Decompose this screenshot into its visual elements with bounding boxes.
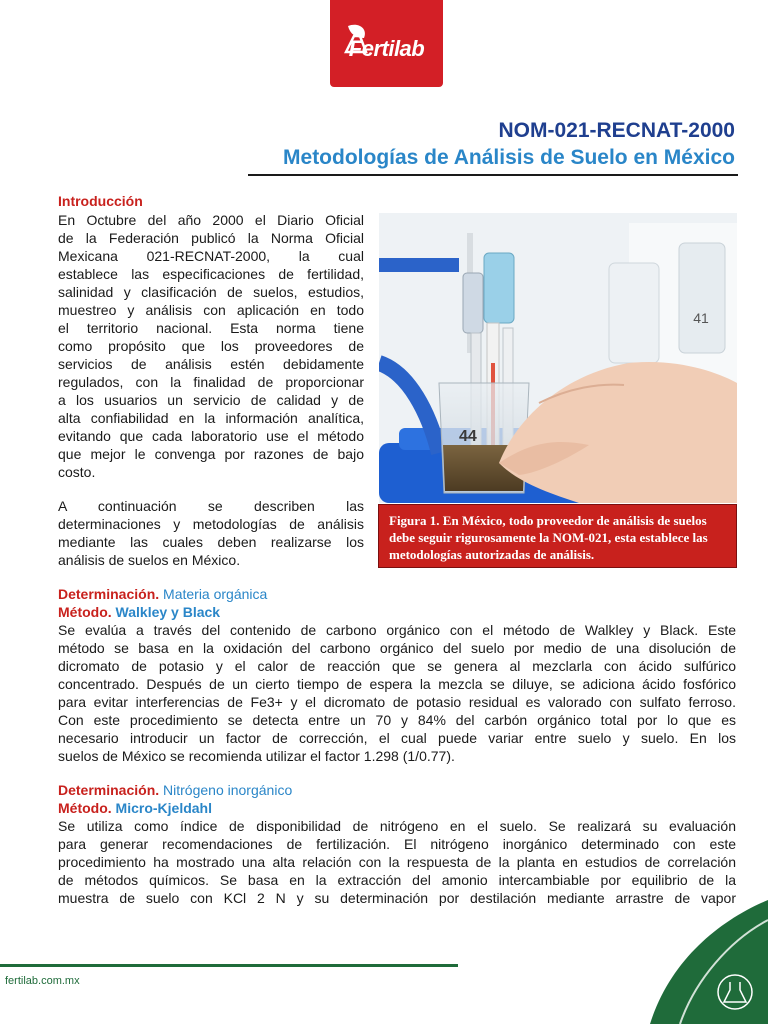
section1-line: Con este procedimiento se detecta entre un 70 y 84% del carbón orgánico total por lo que es <box>58 712 736 728</box>
intro-line: A continuación se describen las <box>58 498 364 514</box>
beaker-label: 44 <box>459 428 477 445</box>
method-value: Micro-Kjeldahl <box>115 800 213 816</box>
intro-line: regulados, con la finalidad de proporcionar <box>58 374 364 390</box>
lab-photo <box>379 213 737 503</box>
footer-url[interactable]: fertilab.com.mx <box>5 975 80 987</box>
intro-line: salinidad y clasificación de suelos, estudios, <box>58 284 364 300</box>
intro-line: a los usuarios un servicio de calidad y de <box>58 392 364 408</box>
section2-determination <box>58 781 292 799</box>
intro-line: Mexicana 021-RECNAT-2000, la cual <box>58 248 364 264</box>
method-label: Método. <box>58 604 112 620</box>
footer-divider <box>0 964 458 967</box>
section1-determination <box>58 585 267 603</box>
section2-line: Se utiliza como índice de disponibilidad de nitrógeno en el suelo. Se realizará su evaluación <box>58 818 736 834</box>
intro-line: que mejor le convenga por razones de bajo <box>58 446 364 462</box>
section1-line: para evitar interferencias de Fe3+ y el dicromato de potasio residual es valorado con sulfato ferroso. <box>58 694 736 710</box>
section1-line: dicromato de potasio y el calor de reacción que se genera al mezclarla con ácido sulfúrico <box>58 658 736 674</box>
intro-line: costo. <box>58 464 96 480</box>
section2-line: procedimiento ha mostrado una alta relación con la respuesta de la planta en estudios de correlación <box>58 854 736 870</box>
intro-line: determinaciones y metodologías de análisis <box>58 516 364 532</box>
intro-paragraph <box>58 211 364 481</box>
determination-label: Determinación. <box>58 782 160 798</box>
determination-value: Materia orgánica <box>163 586 268 602</box>
section2-line: para generar recomendaciones de fertilización. El nitrógeno inorgánico determinado con este <box>58 836 736 852</box>
corner-decoration <box>650 900 768 1024</box>
section2-method <box>58 799 212 817</box>
section1-line: concentrado. Después de un cierto tiempo de espera la mezcla se diluye, se adiciona ácido fosfórico <box>58 676 736 692</box>
section1-line: suelos de México se recomienda utilizar el factor 1.298 (1/0.77). <box>58 748 455 764</box>
intro-line: análisis de suelos en México. <box>58 552 241 568</box>
intro-line: el territorio nacional. Esta norma tiene <box>58 320 364 336</box>
section1-line: método se basa en la oxidación del carbono orgánico del suelo por medio de una disolución de <box>58 640 736 656</box>
intro-line: como propósito que los proveedores de <box>58 338 364 354</box>
intro-line: alta confiabilidad en la información analítica, <box>58 410 364 426</box>
bottle-label: 41 <box>693 310 709 326</box>
section1-paragraph <box>58 621 736 765</box>
section1-method <box>58 603 220 621</box>
title-divider <box>248 174 738 176</box>
determination-label: Determinación. <box>58 586 160 602</box>
method-value: Walkley y Black <box>115 604 221 620</box>
intro-line: mediante las cuales deben realizarse los <box>58 534 364 550</box>
page-subtitle: Metodologías de Análisis de Suelo en México <box>283 146 735 169</box>
section2-line: de métodos químicos. Se basa en la extracción del amonio intercambiable por equilibrio de la <box>58 872 736 888</box>
section1-line: necesario introducir un factor de corrección, el cual puede variar entre suelo y suelo. En los <box>58 730 736 746</box>
intro-line: establece las especificaciones de fertilidad, <box>58 266 364 282</box>
page-title: NOM-021-RECNAT-2000 <box>498 119 735 142</box>
intro-line: En Octubre del año 2000 el Diario Oficial <box>58 212 364 228</box>
intro-line: servicios de análisis estén debidamente <box>58 356 364 372</box>
intro-paragraph-2 <box>58 497 364 569</box>
section2-paragraph <box>58 817 736 907</box>
section2-line: muestra de suelo con KCl 2 N y su determinación por destilación mediante arrastre de vapor <box>58 890 736 906</box>
intro-line: de la Federación publicó la Norma Oficial <box>58 230 364 246</box>
lab-photo-illustration <box>379 213 737 503</box>
figure-caption: Figura 1. En México, todo proveedor de análisis de suelos debe seguir rigurosamente la NOM-021, esta establece las metodologías autorizadas de análisis. <box>378 504 737 568</box>
intro-line: muestreo y análisis con aplicación en todo <box>58 302 364 318</box>
determination-value: Nitrógeno inorgánico <box>163 782 293 798</box>
section1-line: Se evalúa a través del contenido de carbono orgánico con el método de Walkley y Black. Este <box>58 622 736 638</box>
method-label: Método. <box>58 800 112 816</box>
logo-text: Fertilab <box>348 36 425 61</box>
intro-line: evitando que cada laboratorio use el método <box>58 428 364 444</box>
intro-heading: Introducción <box>58 193 143 209</box>
fertilab-logo <box>330 0 443 87</box>
